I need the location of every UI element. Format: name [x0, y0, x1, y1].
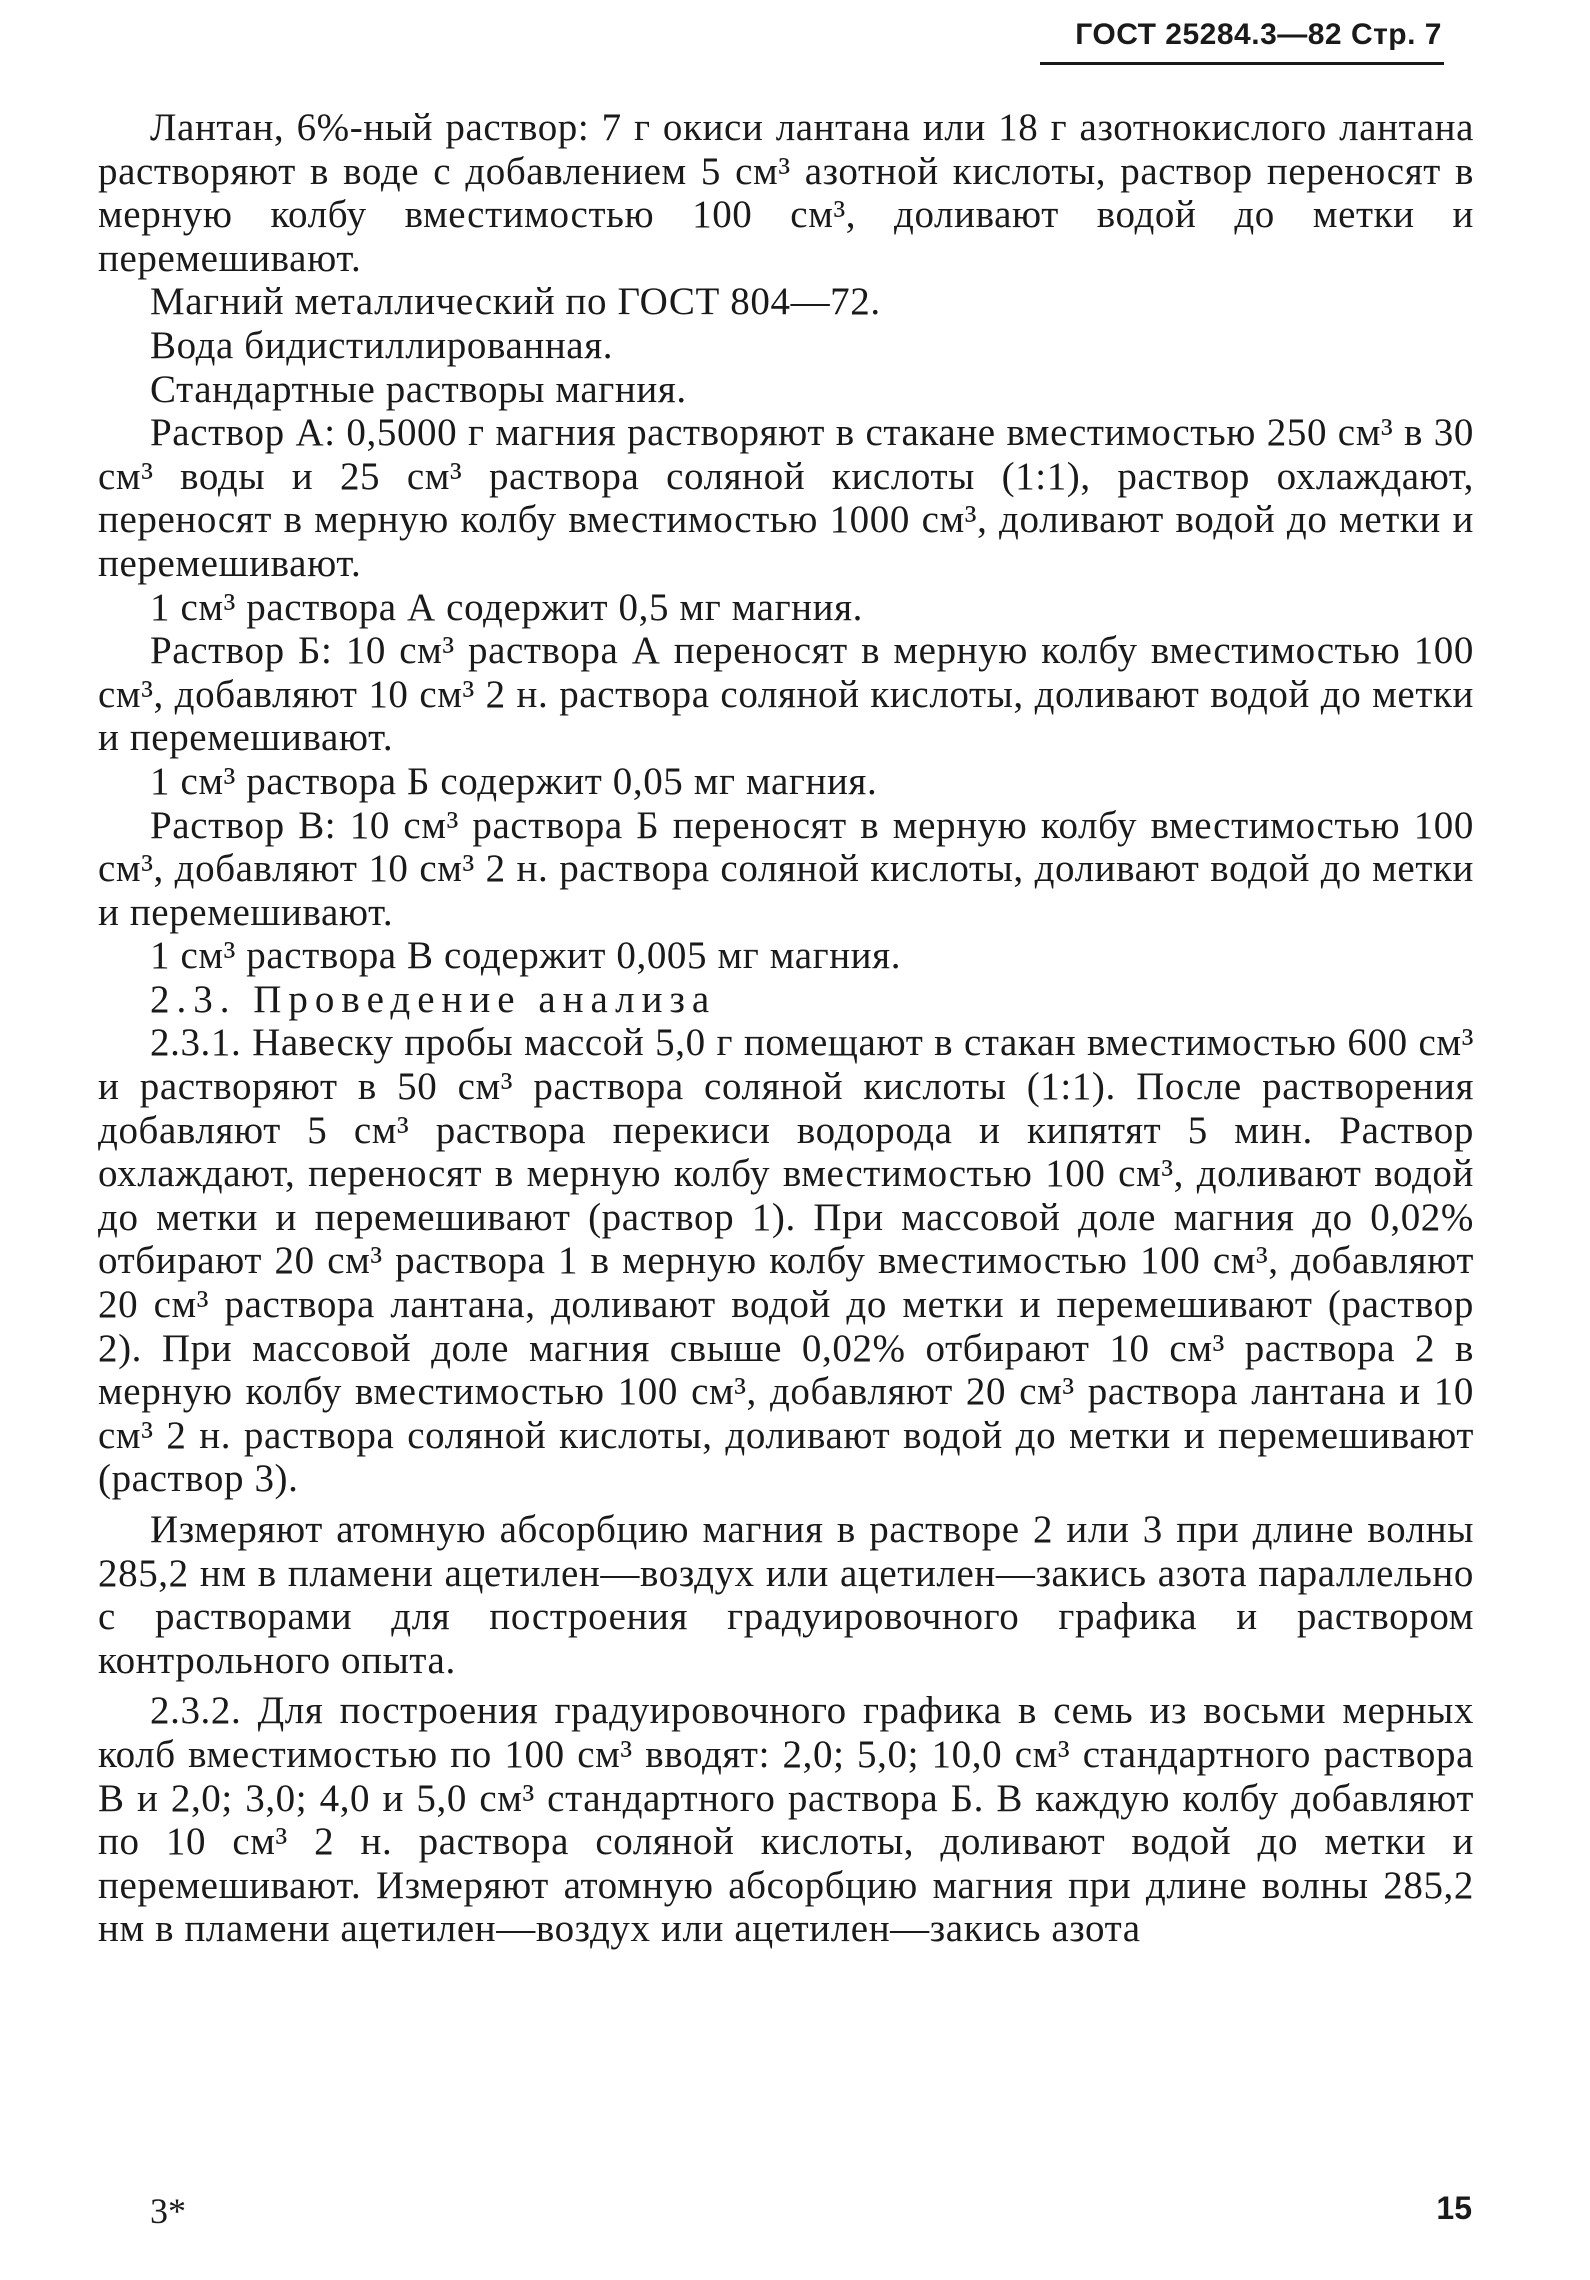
running-header: ГОСТ 25284.3—82 Стр. 7 — [1075, 18, 1442, 51]
paragraph-solution-a: Раствор А: 0,5000 г магния растворяют в стакане вместимостью 250 см³ в 30 см³ воды и 25 см³ раствора соляной кислоты (1:1), раствор охлаждают, переносят в мерную колбу вместимостью 1000 см³, доливают водой до метки и перемешивают. — [98, 411, 1474, 585]
paragraph-2-3-1: 2.3.1. Навеску пробы массой 5,0 г помещают в стакан вместимостью 600 см³ и растворяют в 50 см³ раствора соляной кислоты (1:1). После растворения добавляют 5 см³ раствора перекиси водорода и кипятят 5 мин. Раствор охлаждают, переносят в мерную колбу вместимостью 100 см³, доливают водой до метки и перемешивают (раствор 1). При массовой доле магния до 0,02% отбирают 20 см³ раствора 1 в мерную колбу вместимостью 100 см³, добавляют 20 см³ раствора лантана, доливают водой до метки и перемешивают (раствор 2). При массовой доле магния свыше 0,02% отбирают 10 см³ раствора 2 в мерную колбу вместимостью 100 см³, добавляют 20 см³ раствора лантана и 10 см³ 2 н. раствора соляной кислоты, доливают водой до метки и перемешивают (раствор 3). — [98, 1021, 1474, 1501]
paragraph-lanthanum-solution: Лантан, 6%-ный раствор: 7 г окиси лантана или 18 г азотнокислого лантана растворяют в воде с добавлением 5 см³ азотной кислоты, раствор переносят в мерную колбу вместимостью 100 см³, доливают водой до метки и перемешивают. — [98, 106, 1474, 280]
paragraph-solution-a-content: 1 см³ раствора А содержит 0,5 мг магния. — [150, 585, 863, 629]
paragraph-solution-v: Раствор В: 10 см³ раствора Б переносят в мерную колбу вместимостью 100 см³, добавляют 10 см³ 2 н. раствора соляной кислоты, доливают водой до метки и перемешивают. — [98, 803, 1474, 934]
paragraph-water: Вода бидистиллированная. — [150, 323, 614, 367]
paragraph-solution-b-content: 1 см³ раствора Б содержит 0,05 мг магния. — [150, 759, 878, 803]
paragraph-measurement: Измеряют атомную абсорбцию магния в растворе 2 или 3 при длине волны 285,2 нм в пламени ацетилен—воздух или ацетилен—закись азота параллельно с растворами для построения градуировочного графика и раствором контрольного опыта. — [98, 1508, 1474, 1682]
document-body — [98, 106, 1474, 1951]
section-heading-analysis: 2.3. Проведение анализа — [150, 977, 717, 1021]
paragraph-2-3-2: 2.3.2. Для построения градуировочного графика в семь из восьми мерных колб вместимостью по 100 см³ вводят: 2,0; 5,0; 10,0 см³ стандартного раствора В и 2,0; 3,0; 4,0 и 5,0 см³ стандартного раствора Б. В каждую колбу добавляют по 10 см³ 2 н. раствора соляной кислоты, доливают водой до метки и перемешивают. Измеряют атомную абсорбцию магния при длине волны 285,2 нм в пламени ацетилен—воздух или ацетилен—закись азота — [98, 1689, 1474, 1951]
page-number: 15 — [1436, 2190, 1472, 2226]
paragraph-standard-solutions: Стандартные растворы магния. — [150, 367, 687, 411]
signature-mark: 3* — [150, 2191, 186, 2231]
paragraph-solution-b: Раствор Б: 10 см³ раствора А переносят в мерную колбу вместимостью 100 см³, добавляют 10 см³ 2 н. раствора соляной кислоты, доливают водой до метки и перемешивают. — [98, 629, 1474, 760]
header-rule — [1040, 62, 1444, 65]
paragraph-magnesium-metal: Магний металлический по ГОСТ 804—72. — [150, 280, 881, 324]
paragraph-solution-v-content: 1 см³ раствора В содержит 0,005 мг магния. — [150, 934, 902, 978]
